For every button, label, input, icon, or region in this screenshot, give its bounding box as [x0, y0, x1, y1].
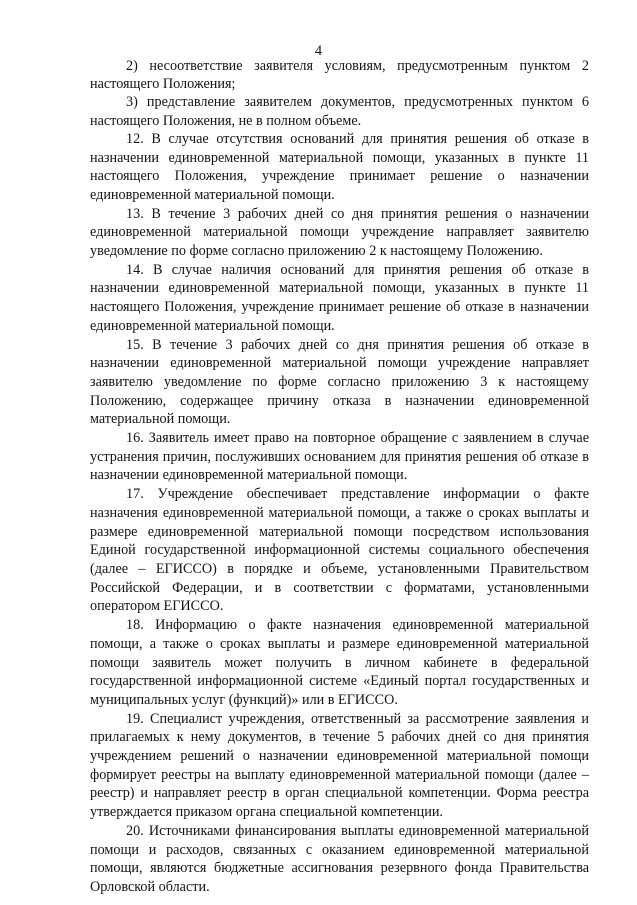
paragraph-20: 20. Источниками финансирования выплаты единовременной материальной помощи и расходов, связанных с оказанием единовременной материальной помощи, являются бюджетные ассигнования резервного фонда Правительства Орловской области.: [90, 822, 589, 895]
paragraph-12: 12. В случае отсутствия оснований для принятия решения об отказе в назначении единовременной материальной помощи, указанных в пункте 11 настоящего Положения, учреждение принимает решение о назначении единовременной материальной помощи.: [90, 130, 589, 203]
paragraph-15: 15. В течение 3 рабочих дней со дня принятия решения об отказе в назначении единовременной материальной помощи учреждение направляет заявителю уведомление по форме согласно приложению 3 к настоящему Положению, содержащее причину отказа в назначении единовременной материальной помощи.: [90, 336, 589, 428]
paragraph-13: 13. В течение 3 рабочих дней со дня принятия решения о назначении единовременной материальной помощи учреждение направляет заявителю уведомление по форме согласно приложению 2 к настоящему Положению.: [90, 205, 589, 260]
paragraph-17: 17. Учреждение обеспечивает представление информации о факте назначения единовременной материальной помощи, а также о сроках выплаты и размере единовременной материальной помощи посредством использования Единой государственной информационной системы социального обеспечения (далее – ЕГИССО) в порядке и объеме, установленными Правительством Российской Федерации, и в соответствии с форматами, установленными оператором ЕГИССО.: [90, 486, 589, 615]
paragraph-14: 14. В случае наличия оснований для принятия решения об отказе в назначении единовременной материальной помощи, указанных в пункте 11 настоящего Положения, учреждение принимает решение об отказе в назначении единовременной материальной помощи.: [90, 261, 589, 334]
document-body: [90, 57, 589, 897]
paragraph-item-3: 3) представление заявителем документов, предусмотренных пунктом 6 настоящего Положения, не в полном объеме.: [90, 94, 589, 129]
paragraph-16: 16. Заявитель имеет право на повторное обращение с заявлением в случае устранения причин, послуживших основанием для принятия решения об отказе в назначении единовременной материальной помощи.: [90, 430, 589, 484]
page-number: 4: [314, 43, 323, 59]
paragraph-item-2: 2) несоответствие заявителя условиям, предусмотренным пунктом 2 настоящего Положения;: [90, 58, 589, 93]
paragraph-18: 18. Информацию о факте назначения единовременной материальной помощи, а также о сроках выплаты и размере единовременной материальной помощи заявитель может получить в личном кабинете в федеральной государственной информационной системе «Единый портал государственных и муниципальных услуг (функций)» или в ЕГИССО.: [90, 617, 589, 708]
paragraph-19: 19. Специалист учреждения, ответственный за рассмотрение заявления и прилагаемых к нему документов, в течение 5 рабочих дней со дня принятия учреждением решений о назначении единовременной материальной помощи формирует реестры на выплату единовременной материальной помощи (далее – реестр) и направляет реестр в орган специальной компетенции. Форма реестра утверждается приказом органа специальной компетенции.: [90, 710, 589, 821]
